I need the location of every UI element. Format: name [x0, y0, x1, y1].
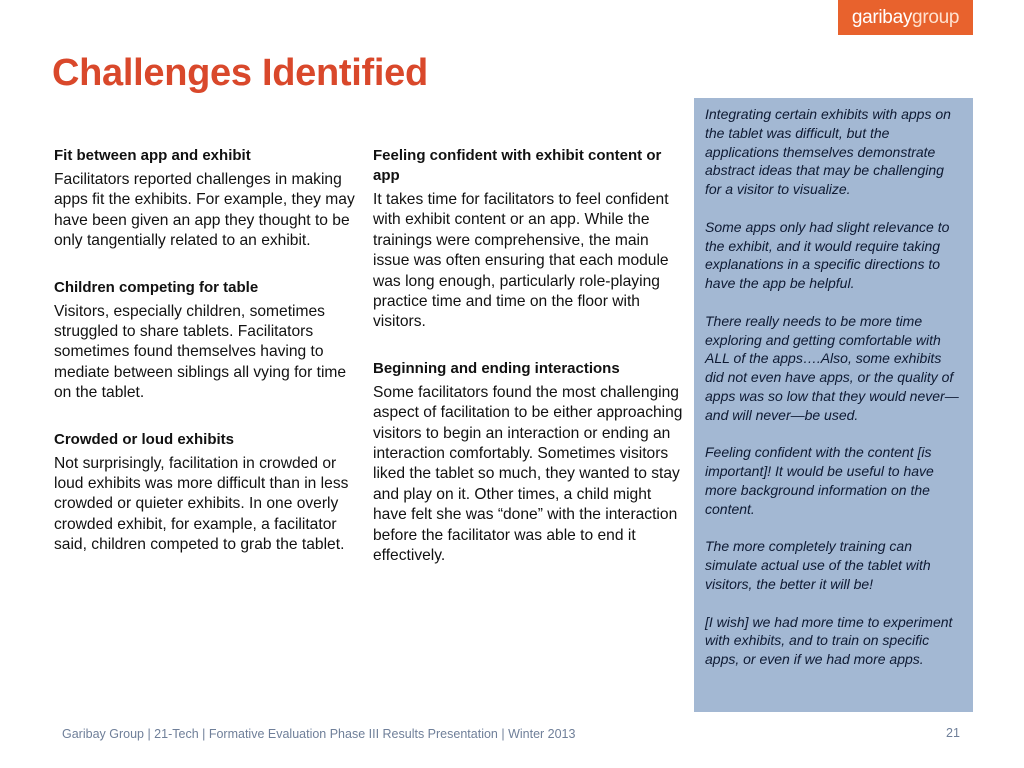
section-body: Facilitators reported challenges in making apps fit the exhibits. For example, they may have been given an app they thought to be only tangentially related to an exhibit. — [54, 171, 355, 250]
quote-text: The more completely training can simulate actual use of the tablet with visitors, the better it will be! — [705, 538, 931, 592]
quote-text: Integrating certain exhibits with apps on the tablet was difficult, but the applications themselves demonstrate abstract ideas that may be challenging for a visitor to visualize. — [705, 106, 951, 198]
section-heading: Children competing for table — [54, 278, 259, 296]
challenge-section — [373, 146, 685, 333]
quotes-panel — [694, 98, 973, 712]
left-column — [54, 146, 364, 582]
brand-logo — [838, 0, 973, 35]
challenge-section — [54, 278, 364, 404]
section-body: Not surprisingly, facilitation in crowded or loud exhibits was more difficult than in less crowded or quieter exhibits. In one overly crowded exhibit, for example, a facilitator said, children competed to grab the tablet. — [54, 454, 349, 554]
logo-text-primary: garibay — [851, 6, 913, 28]
section-body: Some facilitators found the most challenging aspect of facilitation to be either approaching visitors to begin an interaction or ending an interaction comfortably. Sometimes visitors liked the tablet so much, they wanted to stay and play on it. Other times, a child might have felt she was “done” with the interaction before the facilitator was able to end it effectively. — [373, 383, 683, 565]
section-heading: Crowded or loud exhibits — [54, 430, 235, 448]
section-body: It takes time for facilitators to feel confident with exhibit content or an app. While the trainings were comprehensive, the main issue was often ensuring that each module was long enough, particularly role-playing practice time and time on the floor with visitors. — [373, 191, 669, 331]
section-heading: Fit between app and exhibit — [54, 147, 251, 164]
quote-text: [I wish] we had more time to experiment with exhibits, and to train on specific apps, or even if we had more apps. — [705, 613, 953, 668]
page-number: 21 — [946, 726, 960, 740]
middle-column — [373, 146, 685, 593]
challenge-section — [373, 359, 685, 567]
quote-text: Some apps only had slight relevance to the exhibit, and it would require taking explanations in a specific directions to have the app be helpful. — [705, 218, 950, 292]
section-heading: Feeling confident with exhibit content or app — [373, 147, 662, 184]
section-body: Visitors, especially children, sometimes struggled to share tablets. Facilitators sometimes found themselves having to mediate between siblings all vying for time on the tablet. — [54, 302, 347, 402]
section-heading: Beginning and ending interactions — [373, 359, 620, 377]
challenge-section — [54, 146, 364, 252]
challenge-section — [54, 430, 364, 556]
slide-title: Challenges Identified — [52, 52, 428, 94]
logo-text-secondary: group — [912, 6, 960, 28]
slide-footer: Garibay Group | 21-Tech | Formative Evaluation Phase III Results Presentation | Winter 2013 — [62, 727, 576, 741]
quote-text: Feeling confident with the content [is important]! It would be useful to have more background information on the content. — [705, 444, 934, 517]
quote-text: There really needs to be more time exploring and getting comfortable with ALL of the apps….Also, some exhibits did not even have apps, or the quality of apps was so low that they would never—and will never—be used. — [705, 312, 959, 423]
